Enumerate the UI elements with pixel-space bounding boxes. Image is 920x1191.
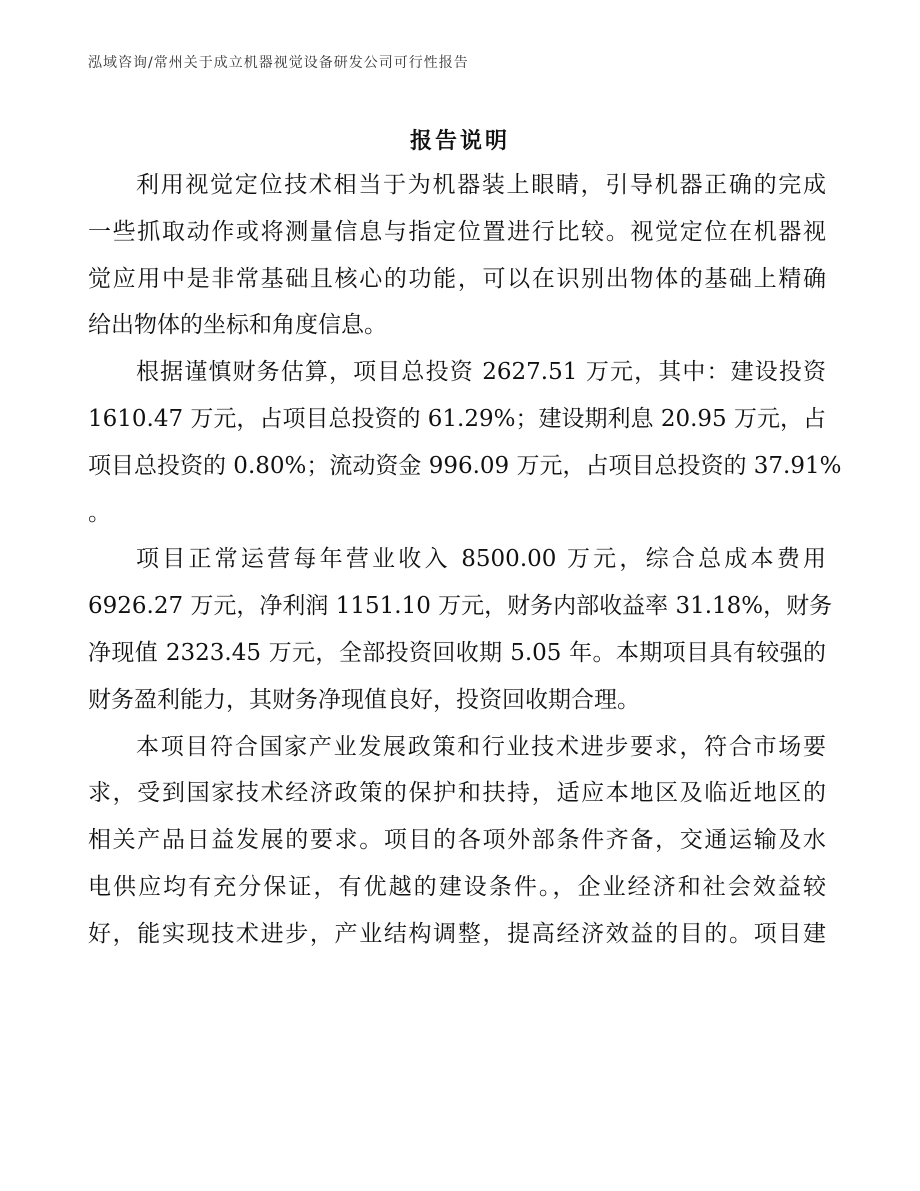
paragraph-line: 项目正常运营每年营业收入 8500.00 万元，综合总成本费用 — [136, 546, 826, 573]
paragraph-line: 利用视觉定位技术相当于为机器装上眼睛，引导机器正确的完成 — [136, 172, 826, 198]
paragraph-line: 相关产品日益发展的要求。项目的各项外部条件齐备，交通运输及水 — [88, 827, 826, 854]
paragraph-line: 电供应均有充分保证，有优越的建设条件。，企业经济和社会效益较 — [88, 873, 826, 900]
paragraph-line: 净现值 2323.45 万元，全部投资回收期 5.05 年。本期项目具有较强的 — [88, 639, 826, 666]
paragraph-line: 给出物体的坐标和角度信息。 — [88, 312, 387, 339]
paragraph-line: 。 — [88, 499, 111, 526]
paragraph-line: 求，受到国家技术经济政策的保护和扶持，适应本地区及临近地区的 — [88, 780, 826, 807]
section-title: 报告说明 — [409, 128, 510, 154]
paragraph-line: 1610.47 万元，占项目总投资的 61.29%；建设期利息 20.95 万元，占 — [88, 405, 826, 432]
paragraph-line: 本项目符合国家产业发展政策和行业技术进步要求，符合市场要 — [136, 733, 826, 760]
paragraph-line: 根据谨慎财务估算，项目总投资 2627.51 万元，其中：建设投资 — [136, 359, 826, 386]
report-body — [88, 162, 842, 958]
paragraph — [88, 536, 833, 723]
paragraph-line: 6926.27 万元，净利润 1151.10 万元，财务内部收益率 31.18%，财务 — [88, 593, 833, 620]
paragraph-line: 好，能实现技术进步，产业结构调整，提高经济效益的目的。项目建 — [88, 920, 826, 947]
paragraph — [88, 724, 826, 958]
paragraph — [88, 349, 842, 536]
paragraph-line: 一些抓取动作或将测量信息与指定位置进行比较。视觉定位在机器视 — [88, 218, 826, 245]
paragraph-line: 财务盈利能力，其财务净现值良好，投资回收期合理。 — [88, 686, 640, 713]
paragraph — [88, 162, 826, 349]
paragraph-line: 项目总投资的 0.80%；流动资金 996.09 万元，占项目总投资的 37.91% — [88, 452, 842, 479]
paragraph-line: 觉应用中是非常基础且核心的功能，可以在识别出物体的基础上精确 — [88, 265, 826, 292]
running-header: 泓域咨询/常州关于成立机器视觉设备研发公司可行性报告 — [88, 55, 469, 71]
